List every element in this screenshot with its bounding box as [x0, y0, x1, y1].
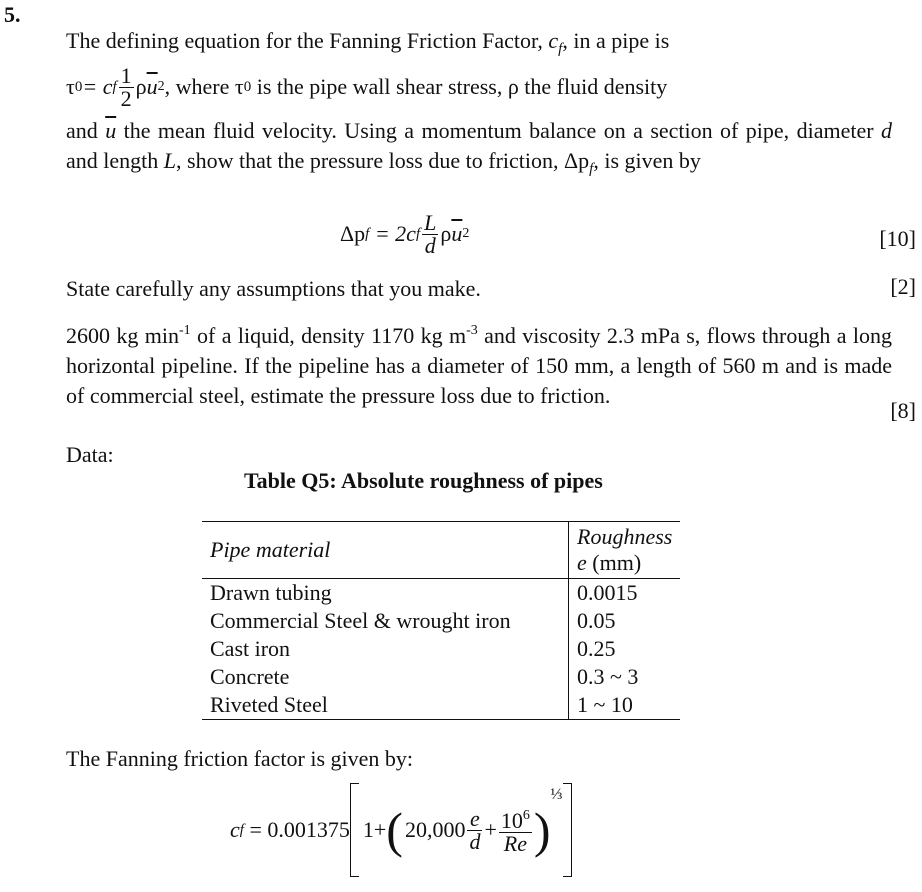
table-header-row	[202, 522, 680, 579]
roughness-table	[202, 521, 680, 720]
l-over-d-fraction: $\frac{L}{d}$	[424, 209, 437, 258]
cell-roughness: 0.0015	[569, 579, 681, 608]
table-row	[202, 635, 680, 663]
tau-equation: τ 0 = c f $\frac{1}{2}$ ρ $\overline{u}$ 2	[66, 62, 165, 111]
data-label: Data:	[66, 442, 114, 467]
table-caption: Table Q5: Absolute roughness of pipes	[244, 468, 603, 493]
cell-roughness: 1 ~ 10	[569, 691, 681, 720]
mark-equation: [10]	[879, 226, 916, 251]
cell-roughness: 0.25	[569, 635, 681, 663]
table-row	[202, 607, 680, 635]
cell-roughness: 0.3 ~ 3	[569, 663, 681, 691]
flow-text: 2600 kg $\min^{-1}$ of a liquid, density 1170 kg $m^{-3}$ and viscosity 2.3 mPa s, flows through a long horizontal pipeline. If the pipeline has a diameter of 150 mm, a length of 560 m and is made of commercial steel, estimate the pressure loss due to friction.	[66, 323, 892, 408]
intro-line-3: and $\overline{u}$ the mean fluid velocity. Using a momentum balance on a section of pipe, diameter d and length L, show that the pressure loss due to friction, $\Delta p_f$, is given by	[66, 118, 892, 177]
cell-material: Drawn tubing	[210, 580, 332, 605]
table-row	[202, 691, 680, 720]
header-pipe-material: Pipe material	[210, 537, 331, 562]
left-bracket	[350, 783, 359, 877]
intro-line-2: τ 0 = c f $\frac{1}{2}$ ρ $\overline{u}$ 2 , where τ 0 is the pipe wall shear stress, ρ the fluid density	[66, 62, 668, 111]
table-row	[202, 663, 680, 691]
assumptions-text: State carefully any assumptions that you make.	[66, 276, 481, 301]
million-over-re-fraction: $\frac{10^6}{Re}$	[499, 805, 532, 855]
fanning-intro: The Fanning friction factor is given by:	[66, 746, 414, 771]
e-over-d-fraction: $\frac{e}{d}$	[469, 805, 481, 854]
mark-assumptions: [2]	[890, 274, 916, 299]
mark-flow: [8]	[890, 398, 916, 423]
flow-paragraph	[66, 316, 892, 411]
table-row	[202, 579, 680, 608]
header-roughness: Roughness e (mm)	[569, 522, 681, 579]
intro-line-1: The defining equation for the Fanning Friction Factor, $c_f$, in a pipe is	[66, 28, 670, 57]
right-bracket	[563, 783, 572, 877]
question-intro-paragraph	[66, 26, 892, 184]
cell-material: Cast iron	[210, 636, 291, 661]
half-fraction: $\frac{1}{2}$	[120, 62, 132, 111]
cell-material: Riveted Steel	[210, 692, 328, 717]
cell-material: Concrete	[210, 664, 290, 689]
fanning-equation: c f = 0.001375 1+ ( 20,000 $\frac{e}{d}$ + $\frac{10^6}{Re}$ ) ⅓	[230, 782, 572, 878]
pressure-loss-equation: Δp f = 2c f $\frac{L}{d}$ ρ $\overline{u}$ 2	[340, 209, 470, 258]
question-number: 5.	[4, 2, 21, 27]
cell-roughness: 0.05	[569, 607, 681, 635]
cell-material: Commercial Steel & wrought iron	[210, 608, 511, 633]
